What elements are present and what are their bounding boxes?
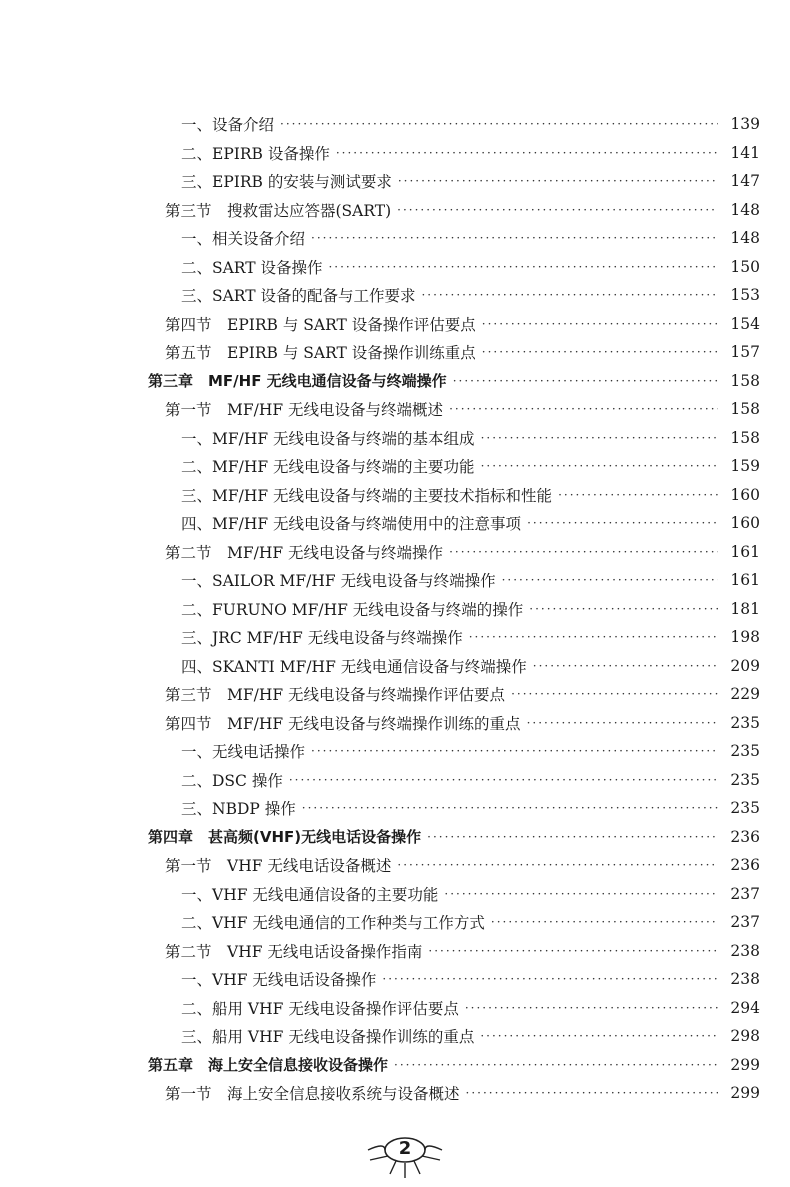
toc-entry[interactable] (0, 880, 790, 908)
toc-entry-title: 三、NBDP 操作 (181, 800, 296, 818)
toc-entry-page: 158 (730, 428, 760, 447)
toc-entry-title: 第一节 MF/HF 无线电设备与终端概述 (165, 401, 444, 419)
dot-leader (465, 994, 718, 1022)
toc-entry-title: 二、DSC 操作 (181, 771, 283, 790)
toc-entry[interactable] (0, 310, 790, 338)
toc-entry-page: 298 (730, 1027, 760, 1045)
toc-entry-title: 一、设备介绍 (181, 116, 275, 134)
dot-leader (491, 908, 718, 936)
toc-entry[interactable] (0, 1022, 790, 1050)
toc-entry[interactable] (0, 196, 790, 224)
toc-entry-page: 158 (730, 400, 760, 418)
toc-entry-title: 二、VHF 无线电通信的工作种类与工作方式 (181, 914, 485, 932)
toc-chapter-entry[interactable] (0, 367, 790, 395)
toc-entry-title: 第三节 搜救雷达应答器(SART) (165, 201, 392, 220)
dot-leader (289, 766, 718, 794)
dot-leader (328, 253, 718, 281)
toc-entry-title: 二、SART 设备操作 (181, 258, 323, 277)
dot-leader (502, 566, 718, 594)
toc-entry[interactable] (0, 139, 790, 167)
toc-entry[interactable] (0, 538, 790, 566)
dot-leader (311, 737, 718, 765)
dot-leader (527, 509, 718, 537)
dot-leader (397, 851, 718, 879)
dot-leader (558, 481, 718, 509)
toc-entry[interactable] (0, 623, 790, 651)
toc-entry-page: 181 (730, 599, 760, 618)
toc-entry-page: 160 (730, 485, 760, 504)
toc-entry[interactable] (0, 652, 790, 680)
toc-entry-title: 一、VHF 无线电通信设备的主要功能 (181, 885, 439, 904)
toc-entry-title: 三、MF/HF 无线电设备与终端的主要技术指标和性能 (181, 486, 553, 505)
toc-entry[interactable] (0, 965, 790, 993)
toc-entry-page: 159 (730, 457, 760, 475)
toc-entry-page: 141 (730, 143, 760, 162)
toc-entry[interactable] (0, 680, 790, 708)
toc-entry-title: 第四节 MF/HF 无线电设备与终端操作训练的重点 (165, 714, 521, 733)
toc-entry-page: 161 (730, 542, 760, 561)
dot-leader (398, 167, 718, 195)
toc-entry-title: 第五节 EPIRB 与 SART 设备操作训练重点 (165, 344, 476, 362)
dot-leader (444, 880, 718, 908)
toc-entry-page: 299 (730, 1055, 760, 1074)
dot-leader (421, 281, 718, 309)
dot-leader (533, 652, 718, 680)
dot-leader (482, 338, 718, 366)
toc-entry-title: 二、FURUNO MF/HF 无线电设备与终端的操作 (181, 600, 524, 619)
toc-entry-page: 198 (730, 628, 760, 646)
toc-entry-title: 二、MF/HF 无线电设备与终端的主要功能 (181, 458, 475, 476)
toc-entry-page: 158 (730, 371, 760, 390)
toc-entry-page: 238 (730, 970, 760, 988)
toc-chapter-entry[interactable] (0, 823, 790, 851)
toc-entry[interactable] (0, 709, 790, 737)
toc-entry-page: 237 (730, 884, 760, 903)
toc-entry-page: 236 (730, 856, 760, 874)
toc-entry[interactable] (0, 281, 790, 309)
toc-entry[interactable] (0, 224, 790, 252)
toc-entry[interactable] (0, 994, 790, 1022)
toc-entry-page: 153 (730, 286, 760, 304)
dot-leader (482, 310, 718, 338)
toc-entry-page: 150 (730, 257, 760, 276)
toc-entry[interactable] (0, 424, 790, 452)
dot-leader (397, 196, 718, 224)
toc-entry-title: 第三章 MF/HF 无线电通信设备与终端操作 (148, 372, 447, 390)
toc-entry-page: 235 (730, 770, 760, 789)
dot-leader (480, 1022, 718, 1050)
dot-leader (529, 595, 718, 623)
toc-entry-title: 三、EPIRB 的安装与测试要求 (181, 173, 392, 191)
toc-entry-title: 一、MF/HF 无线电设备与终端的基本组成 (181, 429, 475, 448)
toc-entry-title: 第一节 VHF 无线电话设备概述 (165, 857, 392, 875)
toc-entry-title: 第四章 甚高频(VHF)无线电话设备操作 (148, 828, 422, 846)
toc-entry[interactable] (0, 794, 790, 822)
toc-entry[interactable] (0, 110, 790, 138)
toc-entry-title: 二、船用 VHF 无线电设备操作评估要点 (181, 999, 459, 1018)
toc-entry-title: 第二节 VHF 无线电话设备操作指南 (165, 942, 423, 961)
toc-chapter-entry[interactable] (0, 1051, 790, 1079)
page-number: 2 (398, 1138, 412, 1159)
toc-entry-page: 209 (730, 656, 760, 675)
dot-leader (481, 452, 718, 480)
toc-entry-title: 第四节 EPIRB 与 SART 设备操作评估要点 (165, 315, 476, 334)
toc-entry-page: 238 (730, 941, 760, 960)
toc-entry[interactable] (0, 851, 790, 879)
toc-entry-title: 一、相关设备介绍 (181, 230, 306, 248)
toc-entry-page: 229 (730, 685, 760, 703)
toc-entry-title: 四、SKANTI MF/HF 无线电通信设备与终端操作 (181, 657, 527, 676)
toc-entry[interactable] (0, 766, 790, 794)
toc-entry-title: 第二节 MF/HF 无线电设备与终端操作 (165, 543, 444, 562)
dot-leader (382, 965, 718, 993)
dot-leader (336, 139, 718, 167)
toc-entry[interactable] (0, 595, 790, 623)
toc-entry-page: 148 (730, 200, 760, 219)
dot-leader (469, 623, 718, 651)
dot-leader (302, 794, 718, 822)
toc-entry-page: 236 (730, 827, 760, 846)
dot-leader (449, 538, 718, 566)
toc-entry-title: 一、SAILOR MF/HF 无线电设备与终端操作 (181, 572, 496, 590)
dot-leader (427, 823, 718, 851)
toc-entry-title: 第五章 海上安全信息接收设备操作 (148, 1056, 389, 1074)
toc-entry-page: 235 (730, 713, 760, 732)
toc-entry-page: 160 (730, 514, 760, 532)
toc-entry-title: 第一节 海上安全信息接收系统与设备概述 (165, 1085, 460, 1103)
toc-entry-page: 235 (730, 742, 760, 760)
toc-entry[interactable] (0, 338, 790, 366)
toc-entry[interactable] (0, 1079, 790, 1107)
toc-entry[interactable] (0, 167, 790, 195)
dot-leader (481, 424, 718, 452)
toc-entry-title: 一、VHF 无线电话设备操作 (181, 971, 377, 989)
toc-entry-page: 148 (730, 229, 760, 247)
toc-entry-title: 四、MF/HF 无线电设备与终端使用中的注意事项 (181, 515, 522, 533)
dot-leader (449, 395, 718, 423)
toc-entry-title: 三、SART 设备的配备与工作要求 (181, 287, 416, 305)
toc-entry-page: 147 (730, 172, 760, 190)
dot-leader (280, 110, 718, 138)
toc-entry[interactable] (0, 395, 790, 423)
toc-entry-title: 三、船用 VHF 无线电设备操作训练的重点 (181, 1028, 475, 1046)
toc-entry-page: 161 (730, 571, 760, 589)
dot-leader (453, 367, 718, 395)
toc-entry[interactable] (0, 481, 790, 509)
toc-entry-title: 一、无线电话操作 (181, 743, 306, 761)
toc-entry[interactable] (0, 737, 790, 765)
toc-entry-title: 二、EPIRB 设备操作 (181, 144, 330, 163)
toc-entry-page: 299 (730, 1084, 760, 1102)
page-number-ornament (360, 1130, 450, 1180)
toc-entry-title: 三、JRC MF/HF 无线电设备与终端操作 (181, 629, 463, 647)
dot-leader (466, 1079, 718, 1107)
toc-entry-page: 235 (730, 799, 760, 817)
toc-entry[interactable] (0, 937, 790, 965)
toc-entry-page: 154 (730, 314, 760, 333)
dot-leader (428, 937, 718, 965)
toc-entry[interactable] (0, 452, 790, 480)
toc-entry[interactable] (0, 908, 790, 936)
toc-entry-page: 294 (730, 998, 760, 1017)
toc-entry-page: 157 (730, 343, 760, 361)
toc-entry-page: 237 (730, 913, 760, 931)
dot-leader (311, 224, 718, 252)
toc-entry-title: 第三节 MF/HF 无线电设备与终端操作评估要点 (165, 686, 506, 704)
toc-entry[interactable] (0, 566, 790, 594)
toc-entry[interactable] (0, 509, 790, 537)
dot-leader (527, 709, 718, 737)
toc-entry[interactable] (0, 253, 790, 281)
dot-leader (394, 1051, 718, 1079)
dot-leader (511, 680, 718, 708)
toc-entry-page: 139 (730, 115, 760, 133)
